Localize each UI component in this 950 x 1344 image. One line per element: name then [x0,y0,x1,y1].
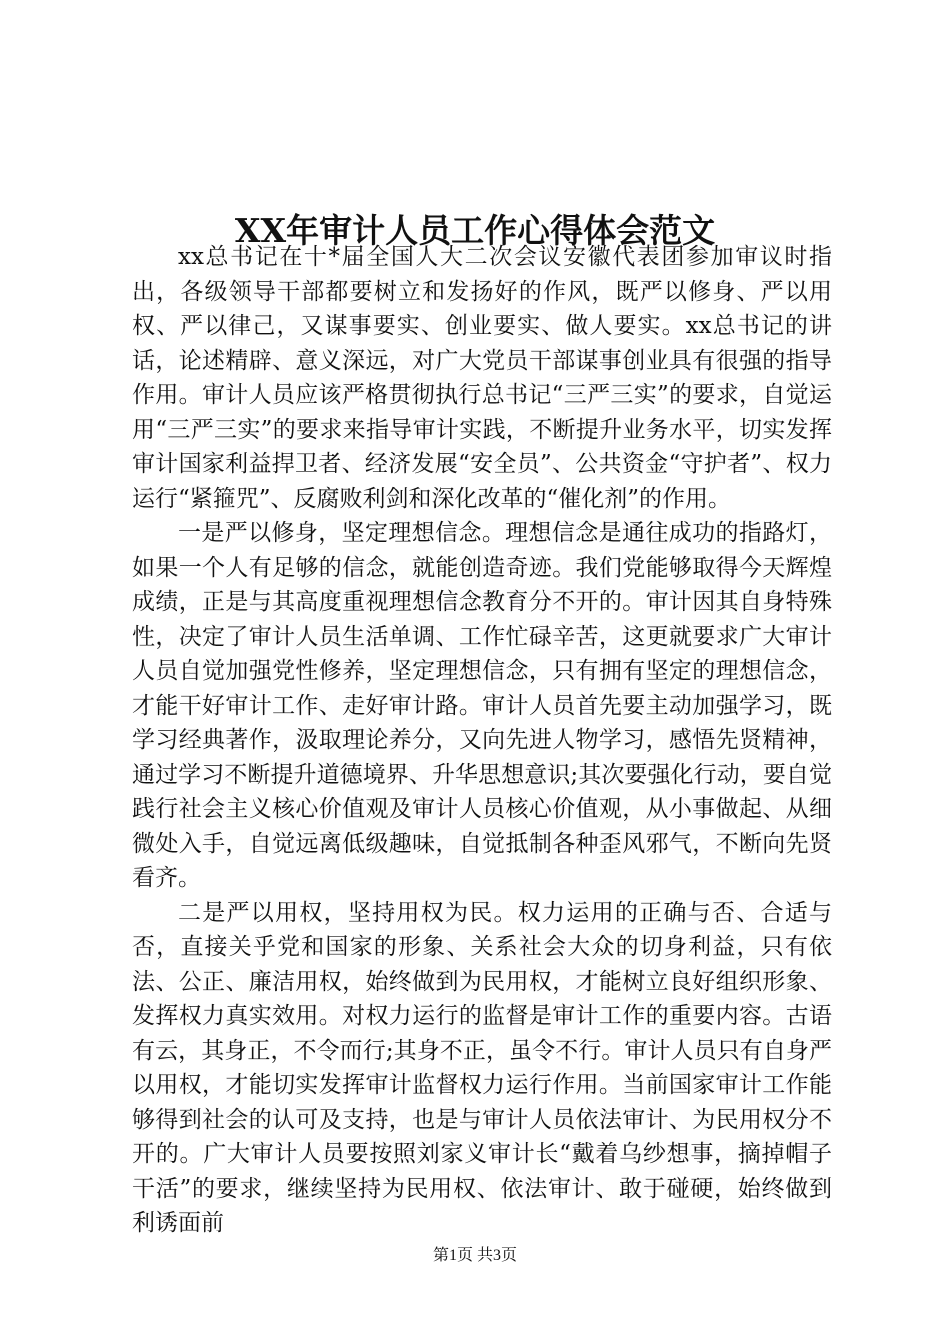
paragraph: 一是严以修身，坚定理想信念。理想信念是通往成功的指路灯，如果一个人有足够的信念，就能创造奇迹。我们党能够取得今天辉煌成绩，正是与其高度重视理想信念教育分不开的。审计因其自身特殊性，决定了审计人员生活单调、工作忙碌辛苦，这更就要求广大审计人员自觉加强党性修养，坚定理想信念，只有拥有坚定的理想信念，才能干好审计工作、走好审计路。审计人员首先要主动加强学习，既学习经典著作，汲取理论养分，又向先进人物学习，感悟先贤精神，通过学习不断提升道德境界、升华思想意识;其次要强化行动，要自觉践行社会主义核心价值观及审计人员核心价值观，从小事做起、从细微处入手，自觉远离低级趣味，自觉抵制各种歪风邪气，不断向先贤看齐。 [132,520,832,891]
document-body [132,240,832,1241]
document-title: XX年审计人员工作心得体会范文 [234,211,716,251]
paragraph: 二是严以用权，坚持用权为民。权力运用的正确与否、合适与否，直接关乎党和国家的形象、关系社会大众的切身利益，只有依法、公正、廉洁用权，始终做到为民用权，才能树立良好组织形象、发挥权力真实效用。对权力运行的监督是审计工作的重要内容。古语有云，其身正，不令而行;其身不正，虽令不行。审计人员只有自身严以用权，才能切实发挥审计监督权力运行作用。当前国家审计工作能够得到社会的认可及支持，也是与审计人员依法审计、为民用权分不开的。广大审计人员要按照刘家义审计长“戴着乌纱想事，摘掉帽子干活”的要求，继续坚持为民用权、依法审计、敢于碰硬，始终做到利诱面前 [132,899,832,1236]
paragraph: xx总书记在十*届全国人大二次会议安徽代表团参加审议时指出，各级领导干部都要树立和发扬好的作风，既严以修身、严以用权、严以律己，又谋事要实、创业要实、做人要实。xx总书记的讲话，论述精辟、意义深远，对广大党员干部谋事创业具有很强的指导作用。审计人员应该严格贯彻执行总书记“三严三实”的要求，自觉运用“三严三实”的要求来指导审计实践，不断提升业务水平，切实发挥审计国家利益捍卫者、经济发展“安全员”、公共资金“守护者”、权力运行“紧箍咒”、反腐败利剑和深化改革的“催化剂”的作用。 [132,244,832,512]
page-footer: 第1页 共3页 [432,1247,517,1264]
